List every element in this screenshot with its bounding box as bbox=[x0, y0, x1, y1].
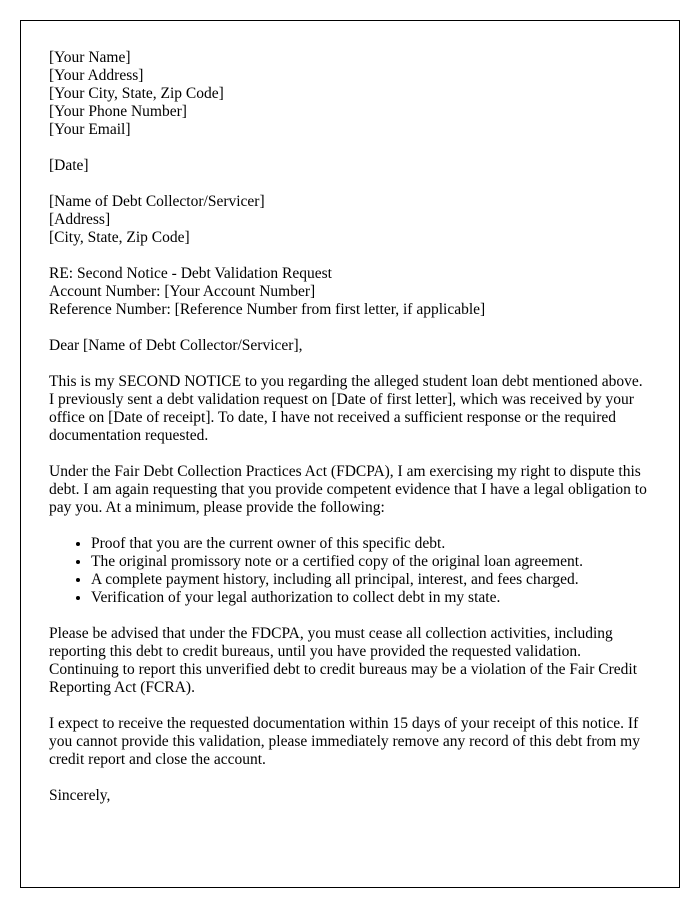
sender-phone: [Your Phone Number] bbox=[49, 103, 187, 120]
spacer bbox=[49, 175, 649, 193]
spacer bbox=[49, 139, 649, 157]
sender-email: [Your Email] bbox=[49, 121, 131, 138]
subject-account-line: Account Number: [Your Account Number] bbox=[49, 283, 316, 300]
list-item: • Proof that you are the current owner of this specific debt. bbox=[91, 535, 649, 553]
closing: Sincerely, bbox=[49, 787, 111, 804]
subject-block bbox=[49, 265, 649, 319]
salutation: Dear [Name of Debt Collector/Servicer], bbox=[49, 337, 303, 354]
spacer bbox=[49, 247, 649, 265]
sender-address: [Your Address] bbox=[49, 67, 144, 84]
recipient-city-state-zip: [City, State, Zip Code] bbox=[49, 229, 190, 246]
list-item: • The original promissory note or a certified copy of the original loan agreement. bbox=[91, 553, 649, 571]
recipient-address: [Address] bbox=[49, 211, 111, 228]
sender-city-state-zip: [Your City, State, Zip Code] bbox=[49, 85, 224, 102]
paragraph-fdcpa-dispute: Under the Fair Debt Collection Practices Act (FDCPA), I am exercising my right to dispute this debt. I am again requesting that you provide competent evidence that I have a legal obligation to pay you. At a minimum, please provide the following: bbox=[49, 463, 647, 516]
paragraph-second-notice: This is my SECOND NOTICE to you regarding the alleged student loan debt mentioned above. I previously sent a debt validation request on [Date of first letter], which was received by your office on [Date of receipt]. To date, I have not received a sufficient response or the required documentation requested. bbox=[49, 373, 643, 444]
paragraph-deadline: I expect to receive the requested documentation within 15 days of your receipt of this notice. If you cannot provide this validation, please immediately remove any record of this debt from my credit report and close the account. bbox=[49, 715, 640, 768]
subject-re-line: RE: Second Notice - Debt Validation Request bbox=[49, 265, 332, 282]
sender-name: [Your Name] bbox=[49, 49, 131, 66]
paragraph-cease-collection: Please be advised that under the FDCPA, you must cease all collection activities, including reporting this debt to credit bureaus, until you have provided the requested validation. Continuing to report this unverified debt to credit bureaus may be a violation of the Fair Credit Reporting Act (FCRA). bbox=[49, 625, 638, 696]
sender-block bbox=[49, 49, 649, 139]
validation-request-list bbox=[49, 535, 649, 607]
letter-date: [Date] bbox=[49, 157, 89, 174]
recipient-name: [Name of Debt Collector/Servicer] bbox=[49, 193, 265, 210]
subject-reference-line: Reference Number: [Reference Number from first letter, if applicable] bbox=[49, 301, 486, 318]
recipient-block bbox=[49, 193, 649, 247]
letter-page bbox=[20, 20, 680, 888]
list-item: • A complete payment history, including all principal, interest, and fees charged. bbox=[91, 571, 649, 589]
list-item: • Verification of your legal authorization to collect debt in my state. bbox=[91, 589, 649, 607]
